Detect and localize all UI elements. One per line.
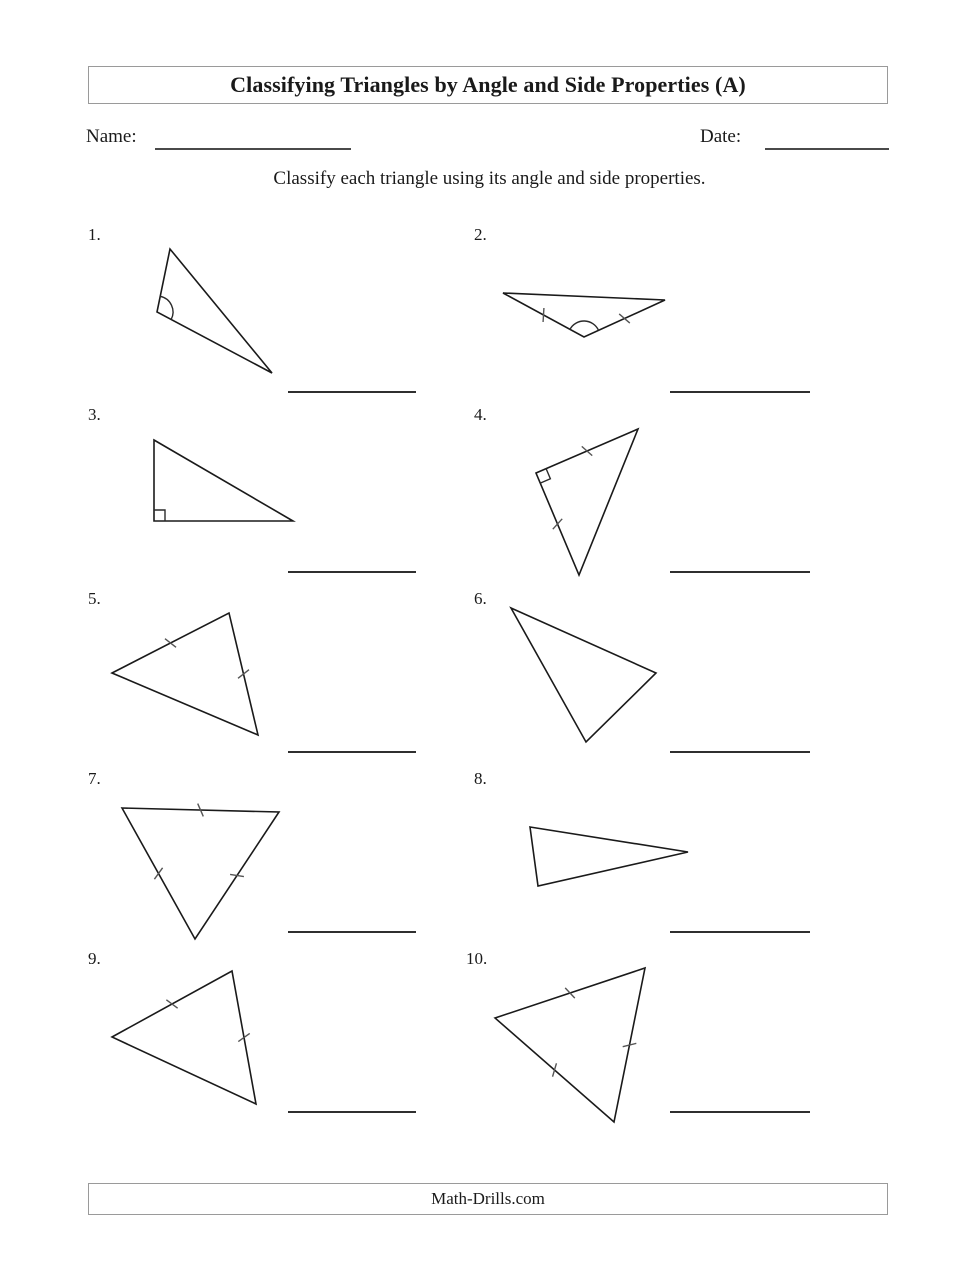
triangle-figure [495,592,672,758]
side-tick-mark-icon [619,314,630,323]
triangle-figure [514,811,704,902]
triangle-figure [487,277,681,353]
right-angle-square-icon [154,510,165,521]
date-input-line[interactable] [765,148,889,150]
obtuse-angle-arc-icon [160,296,173,319]
side-tick-mark-icon [553,519,562,529]
problem-number: 8. [474,769,487,788]
answer-line[interactable] [670,751,810,753]
answer-line[interactable] [288,571,416,573]
side-tick-mark-icon [543,308,544,322]
triangle-figure [106,792,295,955]
triangle-outline [495,968,645,1122]
footer-credit: Math-Drills.com [431,1189,545,1208]
page-title: Classifying Triangles by Angle and Side Properties (A) [230,72,746,97]
answer-line[interactable] [670,391,810,393]
date-label: Date: [700,126,742,147]
triangle-figure [96,955,272,1120]
triangle-figure [479,952,661,1138]
obtuse-angle-arc-icon [570,321,599,330]
answer-line[interactable] [288,931,416,933]
triangle-outline [112,613,258,735]
answer-line[interactable] [670,1111,810,1113]
triangle-figure [141,233,288,389]
problem-number: 1. [88,225,101,244]
problem-number: 2. [474,225,487,244]
triangle-outline [503,293,665,337]
instruction-text: Classify each triangle using its angle and side properties. [273,168,706,189]
answer-line[interactable] [288,1111,416,1113]
answer-line[interactable] [670,931,810,933]
triangle-outline [530,827,688,886]
triangle-outline [157,249,272,373]
problem-number: 10. [466,949,488,968]
triangle-outline [511,608,656,742]
answer-line[interactable] [288,751,416,753]
side-tick-mark-icon [553,1063,557,1076]
name-input-line[interactable] [155,148,351,150]
triangle-outline [122,808,279,939]
triangle-figure [138,424,309,537]
problem-number: 6. [474,589,487,608]
problem-number: 5. [88,589,101,608]
footer-box [88,1183,888,1215]
problem-number: 3. [88,405,101,424]
side-tick-mark-icon [165,639,176,648]
triangle-figure [520,413,654,591]
side-tick-mark-icon [565,988,575,998]
side-tick-mark-icon [582,446,592,455]
triangle-outline [112,971,256,1104]
answer-line[interactable] [670,571,810,573]
name-label: Name: [86,126,137,147]
problem-number: 9. [88,949,101,968]
triangle-figure [96,597,274,751]
triangle-outline [154,440,293,521]
problem-number: 7. [88,769,101,788]
answer-line[interactable] [288,391,416,393]
worksheet-title-box [88,66,888,104]
problem-number: 4. [474,405,487,424]
